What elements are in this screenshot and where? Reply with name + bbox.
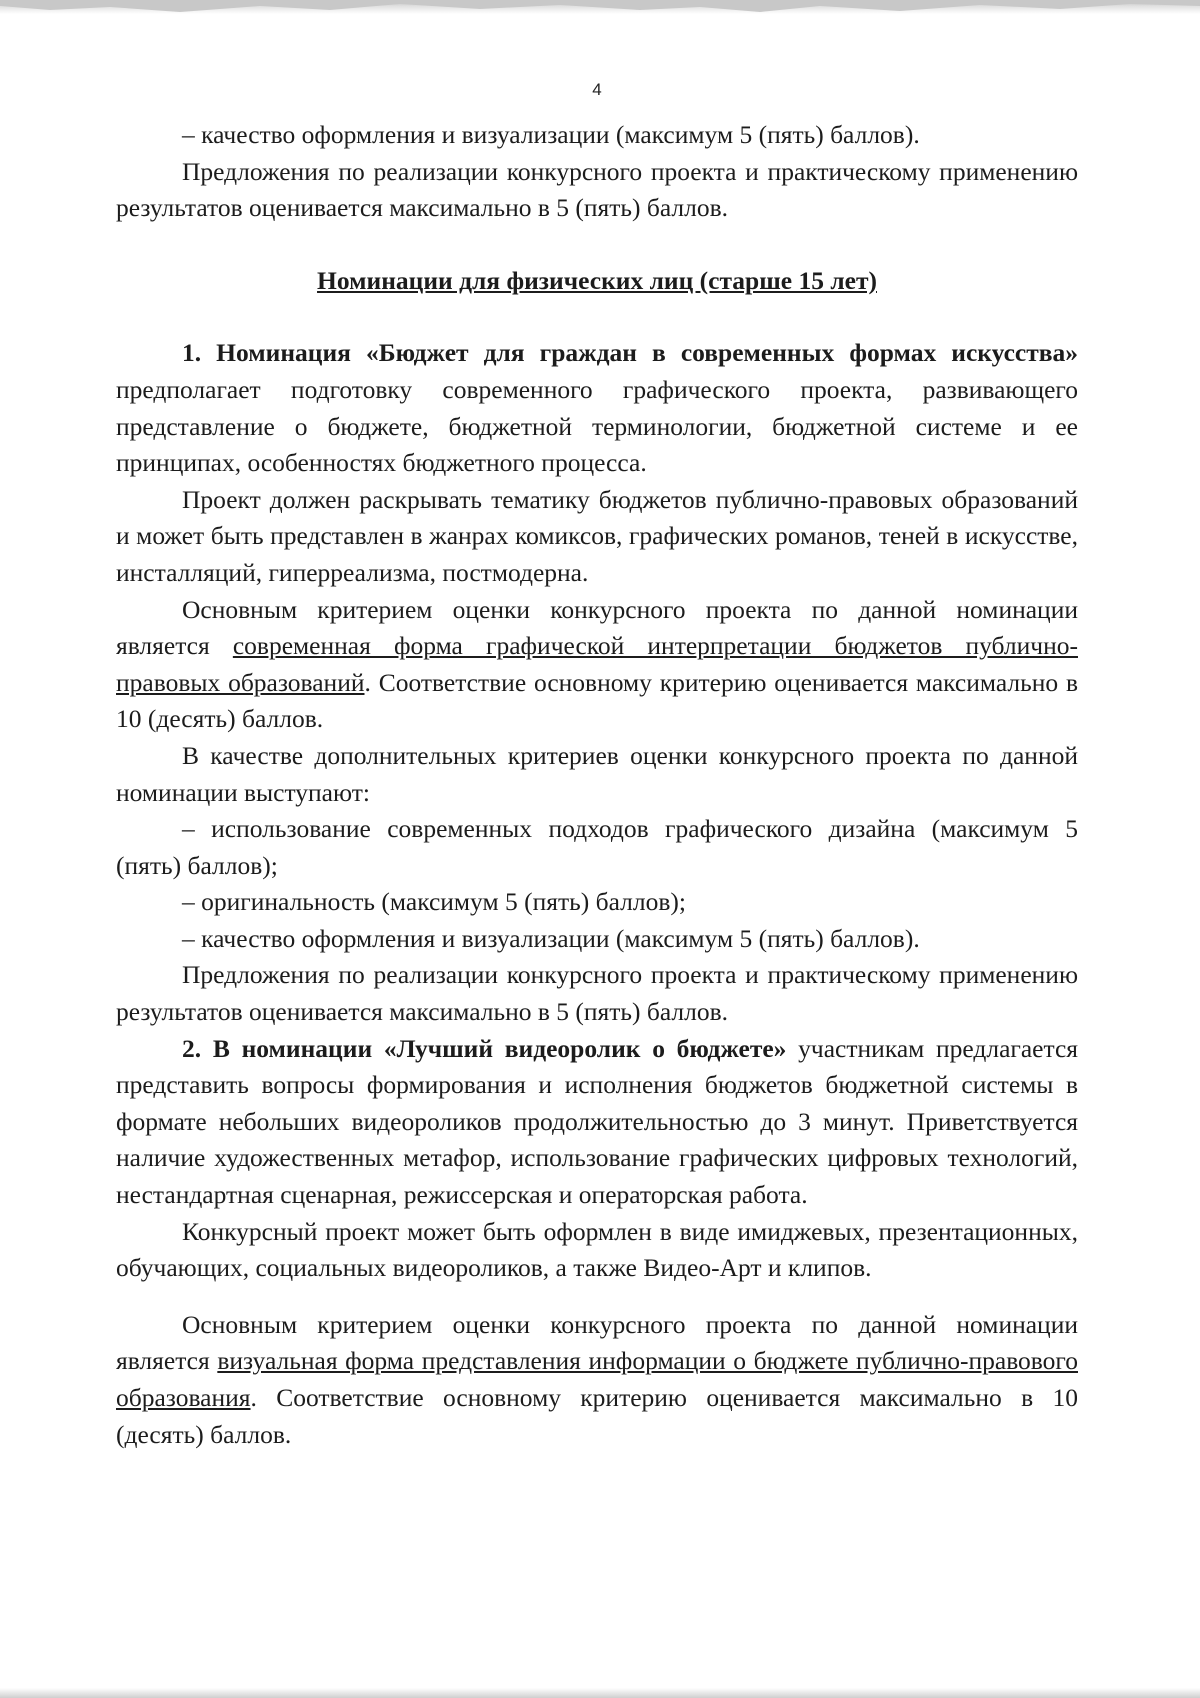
nomination1-p3-end: . Соответствие основному критерию оценивается максимально в 10 (десять) баллов.	[116, 667, 1078, 734]
intro-bullet: – качество оформления и визуализации (максимум 5 (пять) баллов).	[182, 120, 920, 149]
nomination1-bullet-2: – оригинальность (максимум 5 (пять) баллов);	[182, 887, 686, 917]
nomination2-p2: Конкурсный проект может быть оформлен в виде имиджевых, презентационных, обучающих, социальных видеороликов, а также Видео-Арт и клипов.	[116, 1216, 1078, 1283]
nomination1-proposals: Предложения по реализации конкурсного проекта и практическому применению результатов оценивается максимально в 5 (пять) баллов.	[116, 960, 1078, 1027]
nomination1-p2: Проект должен раскрывать тематику бюджетов публично-правовых образований и может быть представлен в жанрах комиксов, графических романов, теней в искусстве, инсталляций, гиперреализма, постмодерна.	[116, 484, 1078, 587]
nomination2-p3	[116, 1307, 1078, 1453]
nomination1-intro	[116, 335, 1078, 481]
nomination1-p3-criterion: современная форма графической интерпретации бюджетов публично-правовых образований	[116, 631, 1078, 697]
nomination1-p4: В качестве дополнительных критериев оценки конкурсного проекта по данной номинации выступают:	[116, 740, 1078, 807]
nomination2-p3-end: . Соответствие основному критерию оценивается максимально в 10 (десять) баллов.	[116, 1383, 1078, 1449]
document-body	[116, 60, 1078, 1453]
nomination1-title: 1. Номинация «Бюджет для граждан в современных формах искусства»	[182, 338, 1078, 368]
scan-bottom-edge	[0, 1688, 1200, 1698]
nomination2-p3-start: Основным критерием оценки конкурсного проекта по данной номинации является	[116, 1309, 1078, 1376]
nomination1-bullet-3: – качество оформления и визуализации (максимум 5 (пять) баллов).	[182, 923, 920, 953]
nomination1-title-rest: предполагает подготовку современного графического проекта, развивающего представление о бюджете, бюджетной терминологии, бюджетной системе и ее принципах, особенностях бюджетного процесса.	[116, 374, 1078, 478]
intro-proposals: Предложения по реализации конкурсного проекта и практическому применению результатов оценивается максимально в 5 (пять) баллов.	[116, 156, 1078, 223]
page-number: 4	[592, 80, 602, 99]
nomination2-intro	[116, 1031, 1078, 1214]
nomination2-title-rest: участникам предлагается представить вопросы формирования и исполнения бюджетов бюджетной системы в формате небольших видеороликов продолжительностью до 3 минут. Приветствуется наличие художественных метафор, использование графических цифровых технологий, нестандартная сценарная, режиссерская и операторская работа.	[116, 1033, 1078, 1210]
section-heading: Номинации для физических лиц (старше 15 лет)	[317, 265, 877, 295]
nomination1-p3	[116, 592, 1078, 738]
nomination1-p3-start: Основным критерием оценки конкурсного проекта по данной номинации является	[116, 594, 1078, 661]
nomination1-bullet-1: – использование современных подходов графического дизайна (максимум 5 (пять) баллов);	[116, 814, 1078, 880]
scan-torn-edge	[0, 0, 1200, 22]
nomination2-p3-criterion: визуальная форма представления информации о бюджете публично-правового образования	[116, 1346, 1078, 1412]
nomination2-title: 2. В номинации «Лучший видеоролик о бюджете»	[182, 1033, 787, 1063]
